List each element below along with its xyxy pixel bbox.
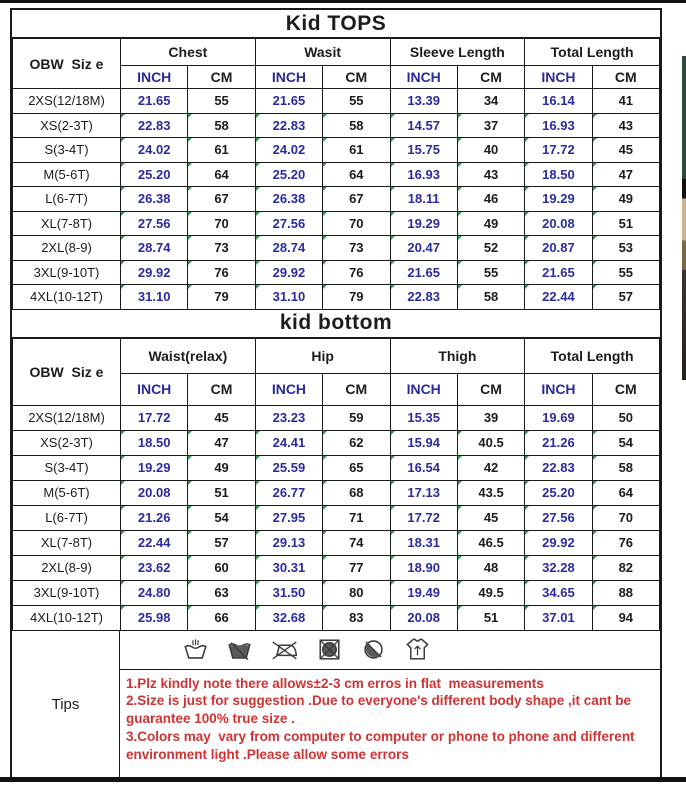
inch-value: 28.74 (121, 236, 188, 261)
size-column-header: OBW Siz e (13, 338, 121, 405)
cm-value: 49.5 (457, 580, 524, 605)
cm-value: 58 (323, 113, 390, 138)
inch-value: 19.29 (525, 187, 592, 212)
inch-value: 15.75 (390, 138, 457, 163)
tops-group-sleeve: Sleeve Length (390, 39, 525, 66)
size-label: XL(7-8T) (13, 530, 121, 555)
bottoms-table (12, 338, 660, 631)
inch-value: 26.38 (121, 187, 188, 212)
cm-value: 37 (457, 113, 524, 138)
inch-value: 21.65 (525, 260, 592, 285)
do-not-iron-icon (270, 636, 299, 663)
tops-table (12, 38, 660, 310)
cm-value: 40 (457, 138, 524, 163)
inch-value: 16.14 (525, 89, 592, 114)
table-row (13, 113, 660, 138)
table-row (13, 530, 660, 555)
table-row (13, 430, 660, 455)
inch-value: 29.13 (255, 530, 322, 555)
inch-value: 22.83 (255, 113, 322, 138)
cm-value: 58 (592, 455, 659, 480)
do-not-dry-clean-icon (360, 636, 387, 663)
inch-value: 16.93 (390, 162, 457, 187)
cm-value: 43 (592, 113, 659, 138)
inch-value: 24.80 (121, 580, 188, 605)
inch-value: 27.56 (525, 505, 592, 530)
table-row (13, 405, 660, 430)
cm-value: 55 (592, 260, 659, 285)
inch-value: 16.54 (390, 455, 457, 480)
cm-value: 41 (592, 89, 659, 114)
cm-value: 88 (592, 580, 659, 605)
cm-value: 63 (188, 580, 255, 605)
cm-value: 61 (188, 138, 255, 163)
cm-value: 76 (188, 260, 255, 285)
inch-value: 16.93 (525, 113, 592, 138)
inch-value: 19.69 (525, 405, 592, 430)
cm-value: 54 (592, 430, 659, 455)
cm-value: 49 (457, 211, 524, 236)
care-symbols-row (120, 631, 660, 670)
cm-value: 76 (592, 530, 659, 555)
tops-group-chest: Chest (121, 39, 256, 66)
cm-value: 57 (188, 530, 255, 555)
inch-value: 37.01 (525, 605, 592, 630)
tips-section (12, 631, 660, 779)
cm-value: 79 (323, 285, 390, 310)
inch-value: 20.08 (390, 605, 457, 630)
inch-value: 20.47 (390, 236, 457, 261)
cm-value: 65 (323, 455, 390, 480)
inch-value: 20.08 (121, 480, 188, 505)
table-row (13, 187, 660, 212)
tip-line: 2.Size is just for suggestion .Due to everyone's different body shape ,it cant be guarantee 100% true size . (126, 693, 635, 727)
cm-value: 43.5 (457, 480, 524, 505)
unit-cm: CM (457, 373, 524, 405)
inch-value: 26.77 (255, 480, 322, 505)
size-label: 4XL(10-12T) (13, 285, 121, 310)
inch-value: 22.44 (525, 285, 592, 310)
do-not-tumble-dry-icon (316, 636, 343, 663)
inch-value: 22.83 (525, 455, 592, 480)
size-label: XS(2-3T) (13, 430, 121, 455)
inch-value: 17.72 (525, 138, 592, 163)
unit-inch: INCH (525, 373, 592, 405)
cm-value: 50 (592, 405, 659, 430)
table-row (13, 162, 660, 187)
cm-value: 55 (457, 260, 524, 285)
size-chart-sheet (10, 8, 662, 780)
tops-table-body (13, 89, 660, 310)
inch-value: 25.20 (121, 162, 188, 187)
cm-value: 39 (457, 405, 524, 430)
cm-value: 70 (188, 211, 255, 236)
inch-value: 18.31 (390, 530, 457, 555)
unit-inch: INCH (390, 373, 457, 405)
cm-value: 94 (592, 605, 659, 630)
cm-value: 82 (592, 555, 659, 580)
drip-dry-shirt-icon (404, 636, 431, 663)
inch-value: 21.26 (121, 505, 188, 530)
inch-value: 32.68 (255, 605, 322, 630)
inch-value: 27.95 (255, 505, 322, 530)
bottoms-group-header-row (13, 338, 660, 373)
inch-value: 28.74 (255, 236, 322, 261)
unit-inch: INCH (121, 373, 188, 405)
inch-value: 27.56 (121, 211, 188, 236)
cm-value: 55 (188, 89, 255, 114)
inch-value: 23.23 (255, 405, 322, 430)
unit-inch: INCH (390, 66, 457, 89)
tips-text-block (120, 670, 660, 779)
unit-cm: CM (188, 373, 255, 405)
bottoms-group-total: Total Length (525, 338, 660, 373)
cm-value: 34 (457, 89, 524, 114)
unit-cm: CM (592, 373, 659, 405)
tops-title: Kid TOPS (12, 10, 660, 38)
inch-value: 32.28 (525, 555, 592, 580)
bottoms-group-hip: Hip (255, 338, 390, 373)
cm-value: 58 (188, 113, 255, 138)
cm-value: 46 (457, 187, 524, 212)
cm-value: 51 (188, 480, 255, 505)
cm-value: 64 (592, 480, 659, 505)
size-column-header: OBW Siz e (13, 39, 121, 89)
inch-value: 14.57 (390, 113, 457, 138)
size-label: 2XS(12/18M) (13, 405, 121, 430)
cm-value: 62 (323, 430, 390, 455)
inch-value: 15.94 (390, 430, 457, 455)
inch-value: 20.08 (525, 211, 592, 236)
unit-cm: CM (188, 66, 255, 89)
size-label: S(3-4T) (13, 138, 121, 163)
inch-value: 13.39 (390, 89, 457, 114)
inch-value: 29.92 (525, 530, 592, 555)
inch-value: 19.49 (390, 580, 457, 605)
inch-value: 15.35 (390, 405, 457, 430)
size-label: M(5-6T) (13, 480, 121, 505)
unit-cm: CM (323, 66, 390, 89)
table-row (13, 138, 660, 163)
cm-value: 58 (457, 285, 524, 310)
bottoms-title: kid bottom (12, 310, 660, 338)
table-row (13, 555, 660, 580)
top-border-line (0, 0, 686, 3)
cm-value: 61 (323, 138, 390, 163)
inch-value: 34.65 (525, 580, 592, 605)
cm-value: 46.5 (457, 530, 524, 555)
tip-line: 3.Colors may vary from computer to computer or phone to phone and different environment light .Please allow some errors (126, 728, 639, 762)
cm-value: 57 (592, 285, 659, 310)
inch-value: 25.59 (255, 455, 322, 480)
inch-value: 17.13 (390, 480, 457, 505)
inch-value: 31.50 (255, 580, 322, 605)
cm-value: 59 (323, 405, 390, 430)
cm-value: 70 (323, 211, 390, 236)
table-row (13, 605, 660, 630)
size-label: L(6-7T) (13, 187, 121, 212)
cm-value: 77 (323, 555, 390, 580)
cm-value: 52 (457, 236, 524, 261)
inch-value: 31.10 (255, 285, 322, 310)
size-label: 4XL(10-12T) (13, 605, 121, 630)
table-row (13, 455, 660, 480)
inch-value: 25.20 (525, 480, 592, 505)
cm-value: 67 (323, 187, 390, 212)
table-row (13, 285, 660, 310)
table-row (13, 236, 660, 261)
size-label: 3XL(9-10T) (13, 580, 121, 605)
size-label: 2XL(8-9) (13, 236, 121, 261)
inch-value: 18.50 (525, 162, 592, 187)
cm-value: 68 (323, 480, 390, 505)
unit-cm: CM (323, 373, 390, 405)
tops-group-total: Total Length (525, 39, 660, 66)
cm-value: 47 (188, 430, 255, 455)
inch-value: 24.02 (121, 138, 188, 163)
size-label: S(3-4T) (13, 455, 121, 480)
bottom-border-line (0, 777, 686, 782)
tops-group-header-row (13, 39, 660, 66)
unit-inch: INCH (121, 66, 188, 89)
cm-value: 54 (188, 505, 255, 530)
inch-value: 30.31 (255, 555, 322, 580)
inch-value: 22.44 (121, 530, 188, 555)
size-label: 2XS(12/18M) (13, 89, 121, 114)
cm-value: 53 (592, 236, 659, 261)
cm-value: 40.5 (457, 430, 524, 455)
table-row (13, 260, 660, 285)
unit-cm: CM (457, 66, 524, 89)
inch-value: 23.62 (121, 555, 188, 580)
cm-value: 64 (188, 162, 255, 187)
inch-value: 31.10 (121, 285, 188, 310)
inch-value: 26.38 (255, 187, 322, 212)
tip-line: 1.Plz kindly note there allows±2-3 cm erros in flat measurements (126, 675, 544, 691)
cm-value: 79 (188, 285, 255, 310)
cm-value: 64 (323, 162, 390, 187)
cm-value: 48 (457, 555, 524, 580)
inch-value: 18.11 (390, 187, 457, 212)
cm-value: 70 (592, 505, 659, 530)
inch-value: 21.26 (525, 430, 592, 455)
size-label: L(6-7T) (13, 505, 121, 530)
inch-value: 24.02 (255, 138, 322, 163)
unit-inch: INCH (525, 66, 592, 89)
inch-value: 22.83 (121, 113, 188, 138)
table-row (13, 211, 660, 236)
inch-value: 29.92 (255, 260, 322, 285)
inch-value: 17.72 (390, 505, 457, 530)
bottoms-table-body (13, 405, 660, 630)
inch-value: 21.65 (121, 89, 188, 114)
cm-value: 51 (592, 211, 659, 236)
size-label: 2XL(8-9) (13, 555, 121, 580)
hand-wash-icon (182, 636, 209, 663)
cm-value: 49 (188, 455, 255, 480)
cm-value: 47 (592, 162, 659, 187)
size-label: XS(2-3T) (13, 113, 121, 138)
tips-content (120, 631, 660, 779)
size-label: XL(7-8T) (13, 211, 121, 236)
inch-value: 29.92 (121, 260, 188, 285)
cm-value: 43 (457, 162, 524, 187)
cm-value: 49 (592, 187, 659, 212)
table-row (13, 89, 660, 114)
inch-value: 21.65 (255, 89, 322, 114)
cm-value: 83 (323, 605, 390, 630)
size-label: M(5-6T) (13, 162, 121, 187)
table-row (13, 580, 660, 605)
inch-value: 24.41 (255, 430, 322, 455)
tips-label: Tips (12, 631, 120, 779)
cm-value: 66 (188, 605, 255, 630)
unit-inch: INCH (255, 373, 322, 405)
inch-value: 25.20 (255, 162, 322, 187)
inch-value: 22.83 (390, 285, 457, 310)
cm-value: 55 (323, 89, 390, 114)
cm-value: 71 (323, 505, 390, 530)
cm-value: 73 (323, 236, 390, 261)
do-not-wash-icon (226, 636, 253, 663)
cm-value: 73 (188, 236, 255, 261)
inch-value: 18.50 (121, 430, 188, 455)
cm-value: 80 (323, 580, 390, 605)
bottoms-group-waist: Waist(relax) (121, 338, 256, 373)
table-row (13, 505, 660, 530)
unit-cm: CM (592, 66, 659, 89)
cm-value: 60 (188, 555, 255, 580)
table-row (13, 480, 660, 505)
cm-value: 45 (592, 138, 659, 163)
bottoms-group-thigh: Thigh (390, 338, 525, 373)
cm-value: 45 (188, 405, 255, 430)
inch-value: 17.72 (121, 405, 188, 430)
inch-value: 19.29 (390, 211, 457, 236)
inch-value: 25.98 (121, 605, 188, 630)
inch-value: 27.56 (255, 211, 322, 236)
inch-value: 18.90 (390, 555, 457, 580)
cm-value: 74 (323, 530, 390, 555)
unit-inch: INCH (255, 66, 322, 89)
inch-value: 21.65 (390, 260, 457, 285)
cm-value: 42 (457, 455, 524, 480)
cm-value: 67 (188, 187, 255, 212)
inch-value: 19.29 (121, 455, 188, 480)
inch-value: 20.87 (525, 236, 592, 261)
size-label: 3XL(9-10T) (13, 260, 121, 285)
cm-value: 45 (457, 505, 524, 530)
cm-value: 51 (457, 605, 524, 630)
cropped-photo-edge (682, 56, 686, 380)
cm-value: 76 (323, 260, 390, 285)
tops-group-waist: Wasit (255, 39, 390, 66)
